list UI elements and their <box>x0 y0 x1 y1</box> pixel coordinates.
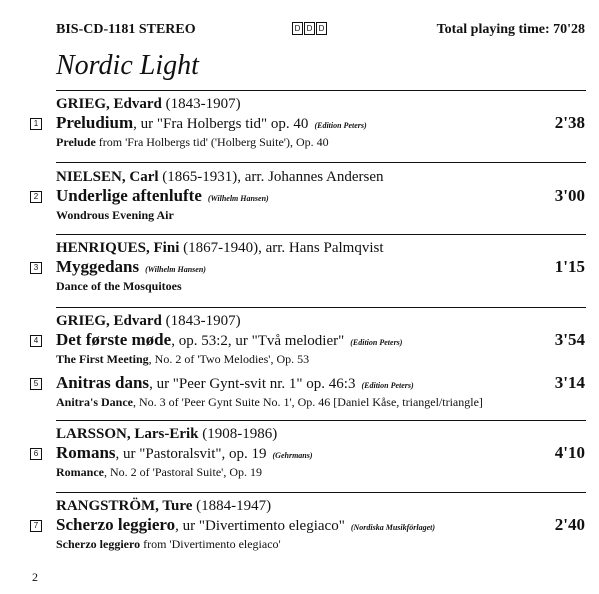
english-title: Dance of the Mosquitoes <box>56 279 182 293</box>
section-divider <box>56 234 586 235</box>
composer-section <box>33 240 585 294</box>
section-divider <box>56 90 586 91</box>
track-publisher: (Edition Peters) <box>361 381 414 390</box>
track-original: , ur "Pastoralsvit", op. 19 <box>115 446 267 462</box>
composer-section <box>33 498 585 552</box>
composer-line <box>56 426 585 443</box>
track-english <box>56 537 585 552</box>
composer-name: LARSSON, Lars-Erik <box>56 426 199 442</box>
track-title: Preludium <box>56 113 134 132</box>
section-divider <box>56 492 586 493</box>
composer-section <box>33 313 585 410</box>
composer-line <box>56 96 585 113</box>
composer-details: (1867-1940), arr. Hans Palmqvist <box>183 240 384 256</box>
english-rest: , No. 2 of 'Pastoral Suite', Op. 19 <box>104 465 262 479</box>
ddd-letter: D <box>292 22 303 35</box>
track-duration: 2'40 <box>554 515 585 534</box>
composer-line <box>56 313 585 330</box>
track-duration: 3'54 <box>554 330 585 349</box>
composer-name: NIELSEN, Carl <box>56 169 159 185</box>
track-title: Romans <box>56 443 116 462</box>
english-title: Wondrous Evening Air <box>56 208 174 222</box>
track-english <box>56 465 585 480</box>
section-divider <box>56 420 586 421</box>
track-english <box>56 208 585 223</box>
total-playing-time: Total playing time: 70'28 <box>436 22 585 37</box>
track-number-box: 1 <box>30 118 42 130</box>
english-rest: from 'Divertimento elegiaco' <box>140 537 281 551</box>
track-english <box>56 279 585 294</box>
catalog-number: BIS-CD-1181 STEREO <box>56 22 196 37</box>
composer-section <box>33 426 585 480</box>
track-row <box>33 257 585 279</box>
track-row <box>33 113 585 135</box>
track-title: Anitras dans <box>56 373 150 392</box>
track-row <box>33 330 585 352</box>
composer-details: (1908-1986) <box>202 426 278 442</box>
english-rest: , No. 3 of 'Peer Gynt Suite No. 1', Op. 46 [Daniel Kåse, triangel/triangle] <box>133 395 483 409</box>
ddd-letter: D <box>304 22 315 35</box>
track-number-box: 5 <box>30 378 42 390</box>
track-number-box: 6 <box>30 448 42 460</box>
track-duration: 4'10 <box>554 443 585 462</box>
track-number-box: 3 <box>30 262 42 274</box>
track-original: , ur "Fra Holbergs tid" op. 40 <box>133 116 309 132</box>
english-title: Anitra's Dance <box>56 395 133 409</box>
english-title: Romance <box>56 465 104 479</box>
track-row <box>33 515 585 537</box>
track-duration: 2'38 <box>554 113 585 132</box>
track-row <box>33 186 585 208</box>
composer-details: (1884-1947) <box>196 498 272 514</box>
english-rest: , No. 2 of 'Two Melodies', Op. 53 <box>148 352 310 366</box>
composer-line <box>56 498 585 515</box>
track-english <box>56 352 585 367</box>
section-divider <box>56 307 586 308</box>
track-original: , ur "Divertimento elegiaco" <box>175 518 345 534</box>
album-title: Nordic Light <box>56 50 199 81</box>
composer-details: (1843-1907) <box>165 96 241 112</box>
track-title: Underlige aftenlufte <box>56 186 202 205</box>
track-duration: 3'00 <box>554 186 585 205</box>
track-english <box>56 395 585 410</box>
track-publisher: (Edition Peters) <box>350 338 403 347</box>
track-publisher: (Wilhelm Hansen) <box>207 194 269 203</box>
english-title: Prelude <box>56 135 96 149</box>
track-english <box>56 135 585 150</box>
track-original: , op. 53:2, ur "Två melodier" <box>171 333 345 349</box>
english-title: Scherzo leggiero <box>56 537 141 551</box>
track-publisher: (Nordiska Musikförlaget) <box>350 523 436 532</box>
track-publisher: (Edition Peters) <box>314 121 367 130</box>
english-rest: from 'Fra Holbergs tid' ('Holberg Suite'), Op. 40 <box>95 135 329 149</box>
track-title: Scherzo leggiero <box>56 515 176 534</box>
track-original: , ur "Peer Gynt-svit nr. 1" op. 46:3 <box>149 376 356 392</box>
track-number-box: 4 <box>30 335 42 347</box>
header <box>56 22 585 40</box>
track-title: Myggedans <box>56 257 140 276</box>
composer-section <box>33 169 585 223</box>
ddd-badge <box>292 22 328 35</box>
english-title: The First Meeting <box>56 352 149 366</box>
track-number-box: 7 <box>30 520 42 532</box>
track-row <box>33 443 585 465</box>
composer-name: RANGSTRÖM, Ture <box>56 498 193 514</box>
track-duration: 1'15 <box>554 257 585 276</box>
page-number: 2 <box>32 570 38 584</box>
track-number-box: 2 <box>30 191 42 203</box>
track-publisher: (Wilhelm Hansen) <box>145 265 206 274</box>
composer-details: (1865-1931), arr. Johannes Andersen <box>162 169 384 185</box>
track-publisher: (Gehrmans) <box>272 451 313 460</box>
section-divider <box>56 162 586 163</box>
composer-name: HENRIQUES, Fini <box>56 240 180 256</box>
track-row <box>33 373 585 395</box>
composer-details: (1843-1907) <box>165 313 241 329</box>
composer-line <box>56 169 585 186</box>
ddd-letter: D <box>316 22 327 35</box>
composer-section <box>33 96 585 150</box>
composer-name: GRIEG, Edvard <box>56 313 162 329</box>
composer-line <box>56 240 585 257</box>
track-title: Det første møde <box>56 330 172 349</box>
composer-name: GRIEG, Edvard <box>56 96 162 112</box>
track-duration: 3'14 <box>554 373 585 392</box>
